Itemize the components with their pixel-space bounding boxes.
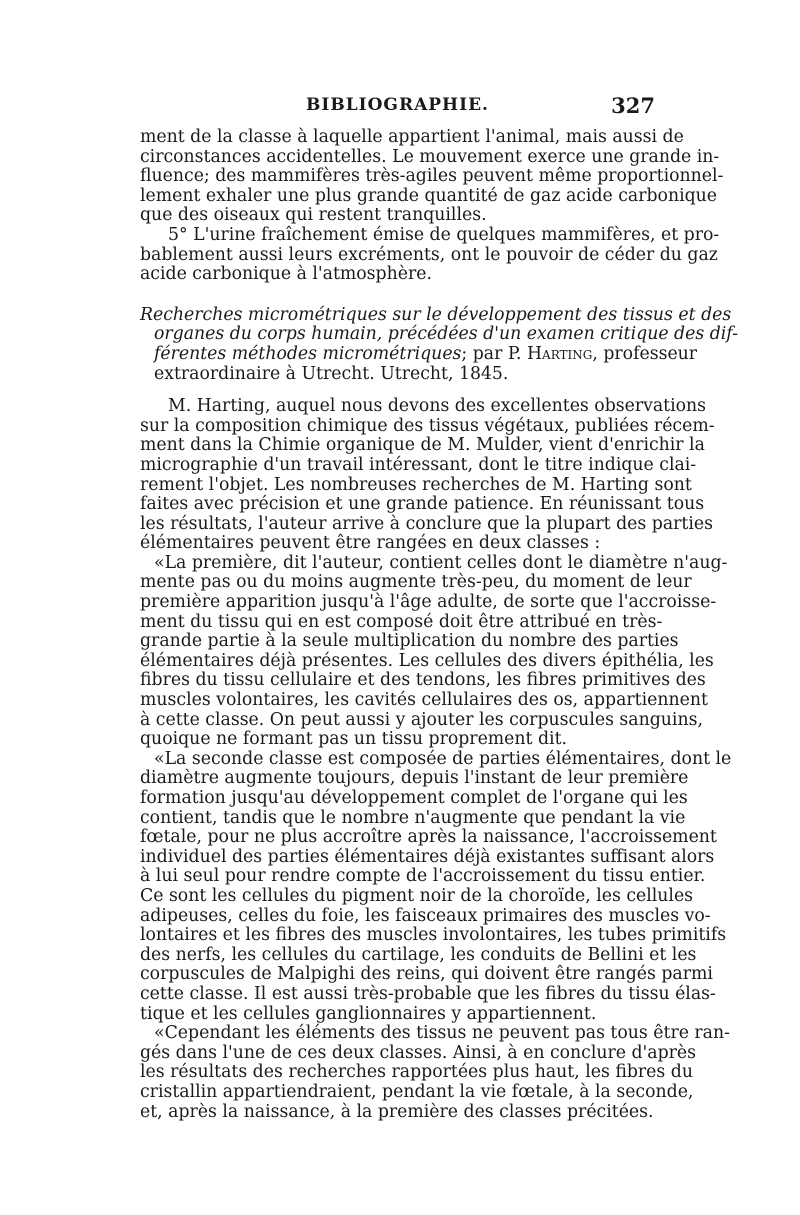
author-name: Harting	[526, 343, 593, 364]
paragraph-5	[140, 748, 732, 1024]
text-line: individuel des parties élémentaires déjà existantes suffisant alors	[140, 846, 715, 867]
text-line: tique et les cellules ganglionnaires y appartiennent.	[140, 1003, 597, 1024]
paragraph-2	[140, 224, 720, 285]
text-line: «Cependant les éléments des tissus ne peuvent pas tous être ran-	[154, 1023, 730, 1044]
text-line: diamètre augmente toujours, depuis l'instant de leur première	[140, 768, 689, 789]
text-line: Ce sont les cellules du pigment noir de la choroïde, les cellules	[140, 885, 694, 906]
text-line: les résultats, l'auteur arrive à conclure que la plupart des parties	[140, 513, 713, 534]
text-line: faites avec précision et une grande patience. En réunissant tous	[140, 494, 705, 515]
text-line: sur la composition chimique des tissus végétaux, publiées récem-	[140, 415, 715, 436]
text-line: élémentaires peuvent être rangées en deux classes :	[140, 533, 601, 554]
text-line: bablement aussi leurs excréments, ont le pouvoir de céder du gaz	[140, 244, 718, 265]
text-line: «La seconde classe est composée de parties élémentaires, dont le	[154, 748, 732, 769]
text-line: mente pas ou du moins augmente très-peu, du moment de leur	[140, 572, 692, 593]
text-line: circonstances accidentelles. Le mouvement exerce une grande in-	[140, 146, 720, 167]
text-line: micrographie d'un travail intéressant, dont le titre indique clai-	[140, 454, 697, 475]
page-number: 327	[611, 93, 655, 118]
text-line: corpuscules de Malpighi des reins, qui doivent être rangés parmi	[140, 964, 713, 985]
text-line: «La première, dit l'auteur, contient celles dont le diamètre n'aug-	[154, 552, 728, 573]
text-line: adipeuses, celles du foie, les faisceaux primaires des muscles vo-	[140, 905, 711, 926]
text-line: contient, tandis que le nombre n'augmente que pendant la vie	[140, 807, 686, 828]
text-line: que des oiseaux qui restent tranquilles.	[140, 205, 487, 226]
text-line: quoique ne formant pas un tissu proprement dit.	[140, 729, 568, 750]
text-line: rement l'objet. Les nombreuses recherches de M. Harting sont	[140, 474, 692, 495]
text-line: élémentaires déjà présentes. Les cellules des divers épithélia, les	[140, 650, 714, 671]
text-line: muscles volontaires, les cavités cellulaires des os, appartiennent	[140, 690, 708, 711]
paragraph-3	[140, 396, 715, 554]
paragraph-1	[140, 127, 724, 226]
text-line: à lui seul pour rendre compte de l'accroissement du tissu entier.	[140, 866, 706, 887]
text-line: ment de la classe à laquelle appartient l'animal, mais aussi de	[140, 127, 684, 147]
text-line: lontaires et les fibres des muscles involontaires, les tubes primitifs	[140, 925, 727, 946]
reference-title-line: organes du corps humain, précédées d'un examen critique des dif-	[154, 324, 738, 345]
text-line: cette classe. Il est aussi très-probable que les fibres du tissu élas-	[140, 983, 716, 1004]
text-line: à cette classe. On peut aussi y ajouter les corpuscules sanguins,	[140, 709, 703, 730]
body-text	[140, 127, 738, 1122]
text-line: fibres du tissu cellulaire et des tendons, les fibres primitives des	[140, 670, 706, 691]
text-line: 5° L'urine fraîchement émise de quelques mammifères, et pro-	[168, 224, 720, 245]
text-line: grande partie à la seule multiplication du nombre des parties	[140, 631, 679, 652]
running-head: BIBLIOGRAPHIE.	[306, 95, 489, 115]
text-line: formation jusqu'au développement complet de l'organe qui les	[140, 788, 688, 808]
text-line: des nerfs, les cellules du cartilage, les conduits de Bellini et les	[140, 944, 697, 965]
text-line: cristallin appartiendraient, pendant la vie fœtale, à la seconde,	[140, 1081, 694, 1102]
text-line: fluence; des mammifères très-agiles peuvent même proportionnel-	[140, 166, 724, 187]
reference-title-line: Recherches micrométriques sur le développement des tissus et des	[140, 304, 732, 325]
page-header	[140, 95, 655, 119]
reference-imprint-line: extraordinaire à Utrecht. Utrecht, 1845.	[154, 363, 509, 384]
text-line: lement exhaler une plus grande quantité de gaz acide carbonique	[140, 185, 718, 206]
text-line: fœtale, pour ne plus accroître après la naissance, l'accroissement	[140, 827, 717, 848]
text-line: première apparition jusqu'à l'âge adulte, de sorte que l'accroisse-	[140, 592, 717, 613]
reference-author-line: férentes méthodes micrométriques; par P. Harting, professeur	[154, 343, 698, 364]
paragraph-4	[140, 552, 728, 750]
text-line: M. Harting, auquel nous devons des excellentes observations	[168, 396, 707, 417]
paragraph-6	[140, 1023, 730, 1122]
text-line: ment dans la Chimie organique de M. Mulder, vient d'enrichir la	[140, 435, 705, 456]
bibliographic-reference	[140, 304, 738, 384]
text-line: ment du tissu qui en est composé doit être attribué en très-	[140, 611, 663, 632]
text-line: acide carbonique à l'atmosphère.	[140, 264, 432, 285]
text-line: et, après la naissance, à la première des classes précitées.	[140, 1101, 654, 1122]
text-line: gés dans l'une de ces deux classes. Ainsi, à en conclure d'après	[140, 1042, 697, 1063]
text-line: les résultats des recherches rapportées plus haut, les fibres du	[140, 1062, 693, 1083]
